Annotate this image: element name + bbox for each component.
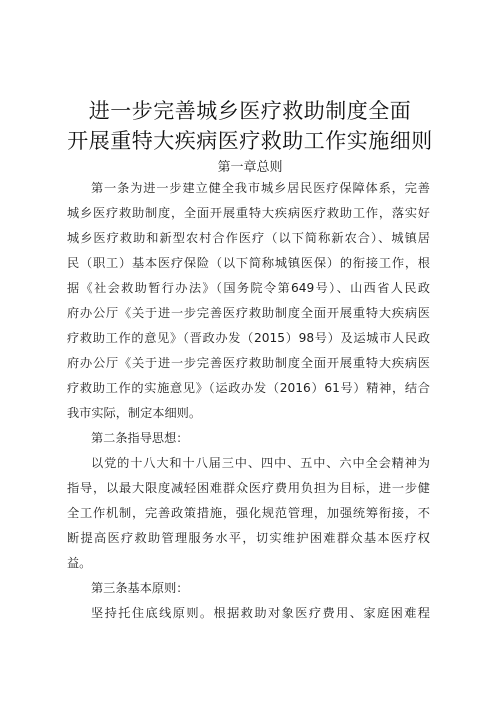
article-1-line-6: 府办公厅《关于进一步完善医疗救助制度全面开展重特大疾病医 [67,306,430,320]
article-2-line-1: 以党的十八大和十八届三中、四中、五中、六中全会精神为 [91,456,430,470]
article-3-line-1: 坚持托住底线原则。根据救助对象医疗费用、家庭困难程 [91,606,430,620]
article-1-line-7: 疗救助工作的意见》（晋政办发（2015）98号）及运城市人民政 [67,331,430,345]
article-2-heading: 第二条指导思想： [91,431,189,445]
article-1-line-4: 民（职工）基本医疗保险（以下简称城镇医保）的衔接工作，根 [67,256,430,270]
chapter-heading: 第一章总则 [217,160,283,175]
document-title-line-1: 进一步完善城乡医疗救助制度全面 [88,99,412,123]
document-title-line-2: 开展重特大疾病医疗救助工作实施细则 [67,129,433,153]
article-1-line-10: 我市实际，制定本细则。 [67,406,202,420]
article-1-line-2: 城乡医疗救助制度，全面开展重特大疾病医疗救助工作，落实好 [67,206,430,220]
article-2-line-5: 益。 [67,556,92,570]
article-3-heading: 第三条基本原则： [91,581,189,595]
article-1-line-9: 疗救助工作的实施意见》（运政办发（2016）61号）精神，结合 [67,381,430,395]
article-2-line-3: 全工作机制，完善政策措施，强化规范管理，加强统筹衔接，不 [67,506,430,520]
article-2-line-2: 指导，以最大限度减轻困难群众医疗费用负担为目标，进一步健 [67,481,430,495]
article-2-line-4: 断提高医疗救助管理服务水平，切实维护困难群众基本医疗权 [67,531,430,545]
article-1-line-3: 城乡医疗救助和新型农村合作医疗（以下简称新农合）、城镇居 [67,231,430,245]
article-1-line-1: 第一条为进一步建立健全我市城乡居民医疗保障体系，完善 [91,181,430,195]
article-1-line-8: 府办公厅《关于进一步完善医疗救助制度全面开展重特大疾病医 [67,356,430,370]
article-1-line-5: 据《社会救助暂行办法》（国务院令第649号）、山西省人民政 [67,281,430,295]
